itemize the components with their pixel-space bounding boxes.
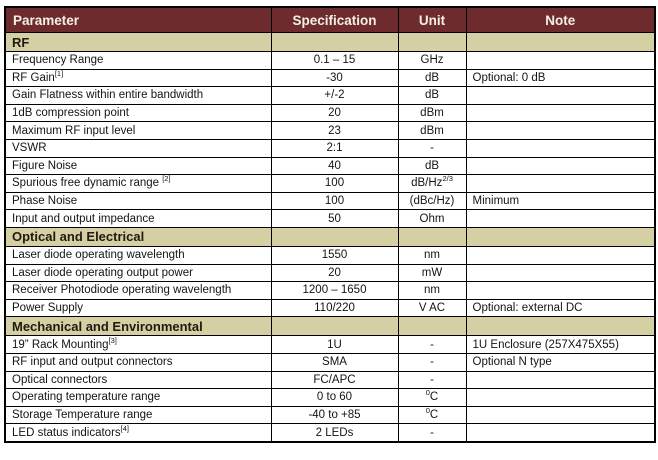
section-empty-cell	[466, 227, 655, 246]
note-cell: Optional: external DC	[466, 299, 655, 317]
parameter-cell: Receiver Photodiode operating wavelength	[5, 282, 271, 300]
unit-cell: GHz	[398, 52, 466, 70]
column-header-unit: Unit	[398, 7, 466, 33]
section-empty-cell	[271, 227, 398, 246]
specification-cell: 2:1	[271, 139, 398, 157]
section-row	[5, 227, 655, 246]
specification-cell: 0.1 – 15	[271, 52, 398, 70]
parameter-cell: Figure Noise	[5, 157, 271, 175]
unit-cell: dB	[398, 69, 466, 87]
unit-cell: dBm	[398, 104, 466, 122]
table-row	[5, 210, 655, 228]
table-row	[5, 69, 655, 87]
parameter-cell: Storage Temperature range	[5, 406, 271, 424]
section-row	[5, 317, 655, 336]
note-cell	[466, 371, 655, 389]
table-row	[5, 157, 655, 175]
note-cell	[466, 139, 655, 157]
note-cell: Minimum	[466, 192, 655, 210]
specification-cell: 20	[271, 104, 398, 122]
unit-cell: nm	[398, 246, 466, 264]
specification-cell: -40 to +85	[271, 406, 398, 424]
parameter-cell: Frequency Range	[5, 52, 271, 70]
note-cell	[466, 104, 655, 122]
table-body	[5, 33, 655, 442]
parameter-cell: 19” Rack Mounting[3]	[5, 336, 271, 354]
note-cell	[466, 52, 655, 70]
section-title: RF	[5, 33, 271, 52]
parameter-cell: Gain Flatness within entire bandwidth	[5, 87, 271, 105]
table-row	[5, 139, 655, 157]
specification-cell: 100	[271, 192, 398, 210]
unit-cell: dB	[398, 87, 466, 105]
note-cell	[466, 389, 655, 407]
section-empty-cell	[398, 227, 466, 246]
table-row	[5, 175, 655, 193]
note-cell	[466, 87, 655, 105]
table-row	[5, 122, 655, 140]
table-row	[5, 52, 655, 70]
note-cell	[466, 122, 655, 140]
table-row	[5, 336, 655, 354]
table-row	[5, 389, 655, 407]
section-title: Mechanical and Environmental	[5, 317, 271, 336]
unit-cell: $^0$C	[398, 389, 466, 407]
note-cell	[466, 246, 655, 264]
specification-cell: 0 to 60	[271, 389, 398, 407]
parameter-cell: Laser diode operating output power	[5, 264, 271, 282]
specification-cell: 50	[271, 210, 398, 228]
specification-cell: -30	[271, 69, 398, 87]
unit-cell: (dBc/Hz)	[398, 192, 466, 210]
specification-cell: SMA	[271, 353, 398, 371]
section-empty-cell	[398, 33, 466, 52]
table-row	[5, 282, 655, 300]
specification-cell: 110/220	[271, 299, 398, 317]
unit-cell: -	[398, 139, 466, 157]
specification-cell: 1U	[271, 336, 398, 354]
specification-table	[4, 6, 656, 443]
parameter-cell: LED status indicators[4]	[5, 424, 271, 442]
note-cell	[466, 210, 655, 228]
parameter-cell: Spurious free dynamic range [2]	[5, 175, 271, 193]
parameter-cell: RF input and output connectors	[5, 353, 271, 371]
unit-cell: $^0$C	[398, 406, 466, 424]
parameter-cell: Operating temperature range	[5, 389, 271, 407]
specification-cell: 23	[271, 122, 398, 140]
note-cell	[466, 406, 655, 424]
unit-cell: nm	[398, 282, 466, 300]
note-cell: Optional N type	[466, 353, 655, 371]
note-cell: 1U Enclosure (257X475X55)	[466, 336, 655, 354]
specification-cell: FC/APC	[271, 371, 398, 389]
unit-cell: -	[398, 424, 466, 442]
section-empty-cell	[466, 33, 655, 52]
section-empty-cell	[398, 317, 466, 336]
note-cell	[466, 282, 655, 300]
section-empty-cell	[271, 33, 398, 52]
table-row	[5, 406, 655, 424]
table-row	[5, 192, 655, 210]
section-title: Optical and Electrical	[5, 227, 271, 246]
table-row	[5, 353, 655, 371]
parameter-cell: RF Gain[1]	[5, 69, 271, 87]
column-header-parameter: Parameter	[5, 7, 271, 33]
note-cell: Optional: 0 dB	[466, 69, 655, 87]
section-empty-cell	[466, 317, 655, 336]
specification-cell: 100	[271, 175, 398, 193]
note-cell	[466, 157, 655, 175]
column-header-specification: Specification	[271, 7, 398, 33]
parameter-cell: Maximum RF input level	[5, 122, 271, 140]
unit-cell: mW	[398, 264, 466, 282]
section-empty-cell	[271, 317, 398, 336]
table-row	[5, 87, 655, 105]
specification-cell: 1200 – 1650	[271, 282, 398, 300]
parameter-cell: Optical connectors	[5, 371, 271, 389]
section-row	[5, 33, 655, 52]
specification-cell: 2 LEDs	[271, 424, 398, 442]
table-row	[5, 246, 655, 264]
unit-cell: $dB/Hz^{2/3}$	[398, 175, 466, 193]
specification-cell: 1550	[271, 246, 398, 264]
table-row	[5, 104, 655, 122]
specification-cell: 40	[271, 157, 398, 175]
parameter-cell: VSWR	[5, 139, 271, 157]
parameter-cell: Input and output impedance	[5, 210, 271, 228]
table-row	[5, 371, 655, 389]
unit-cell: V AC	[398, 299, 466, 317]
specification-cell: +/-2	[271, 87, 398, 105]
note-cell	[466, 175, 655, 193]
parameter-cell: 1dB compression point	[5, 104, 271, 122]
column-header-note: Note	[466, 7, 655, 33]
specification-cell: 20	[271, 264, 398, 282]
note-cell	[466, 264, 655, 282]
unit-cell: dB	[398, 157, 466, 175]
table-row	[5, 264, 655, 282]
table-row	[5, 424, 655, 442]
parameter-cell: Laser diode operating wavelength	[5, 246, 271, 264]
parameter-cell: Phase Noise	[5, 192, 271, 210]
unit-cell: -	[398, 371, 466, 389]
table-row	[5, 299, 655, 317]
unit-cell: -	[398, 353, 466, 371]
unit-cell: Ohm	[398, 210, 466, 228]
unit-cell: -	[398, 336, 466, 354]
parameter-cell: Power Supply	[5, 299, 271, 317]
note-cell	[466, 424, 655, 442]
table-header-row	[5, 7, 655, 33]
unit-cell: dBm	[398, 122, 466, 140]
